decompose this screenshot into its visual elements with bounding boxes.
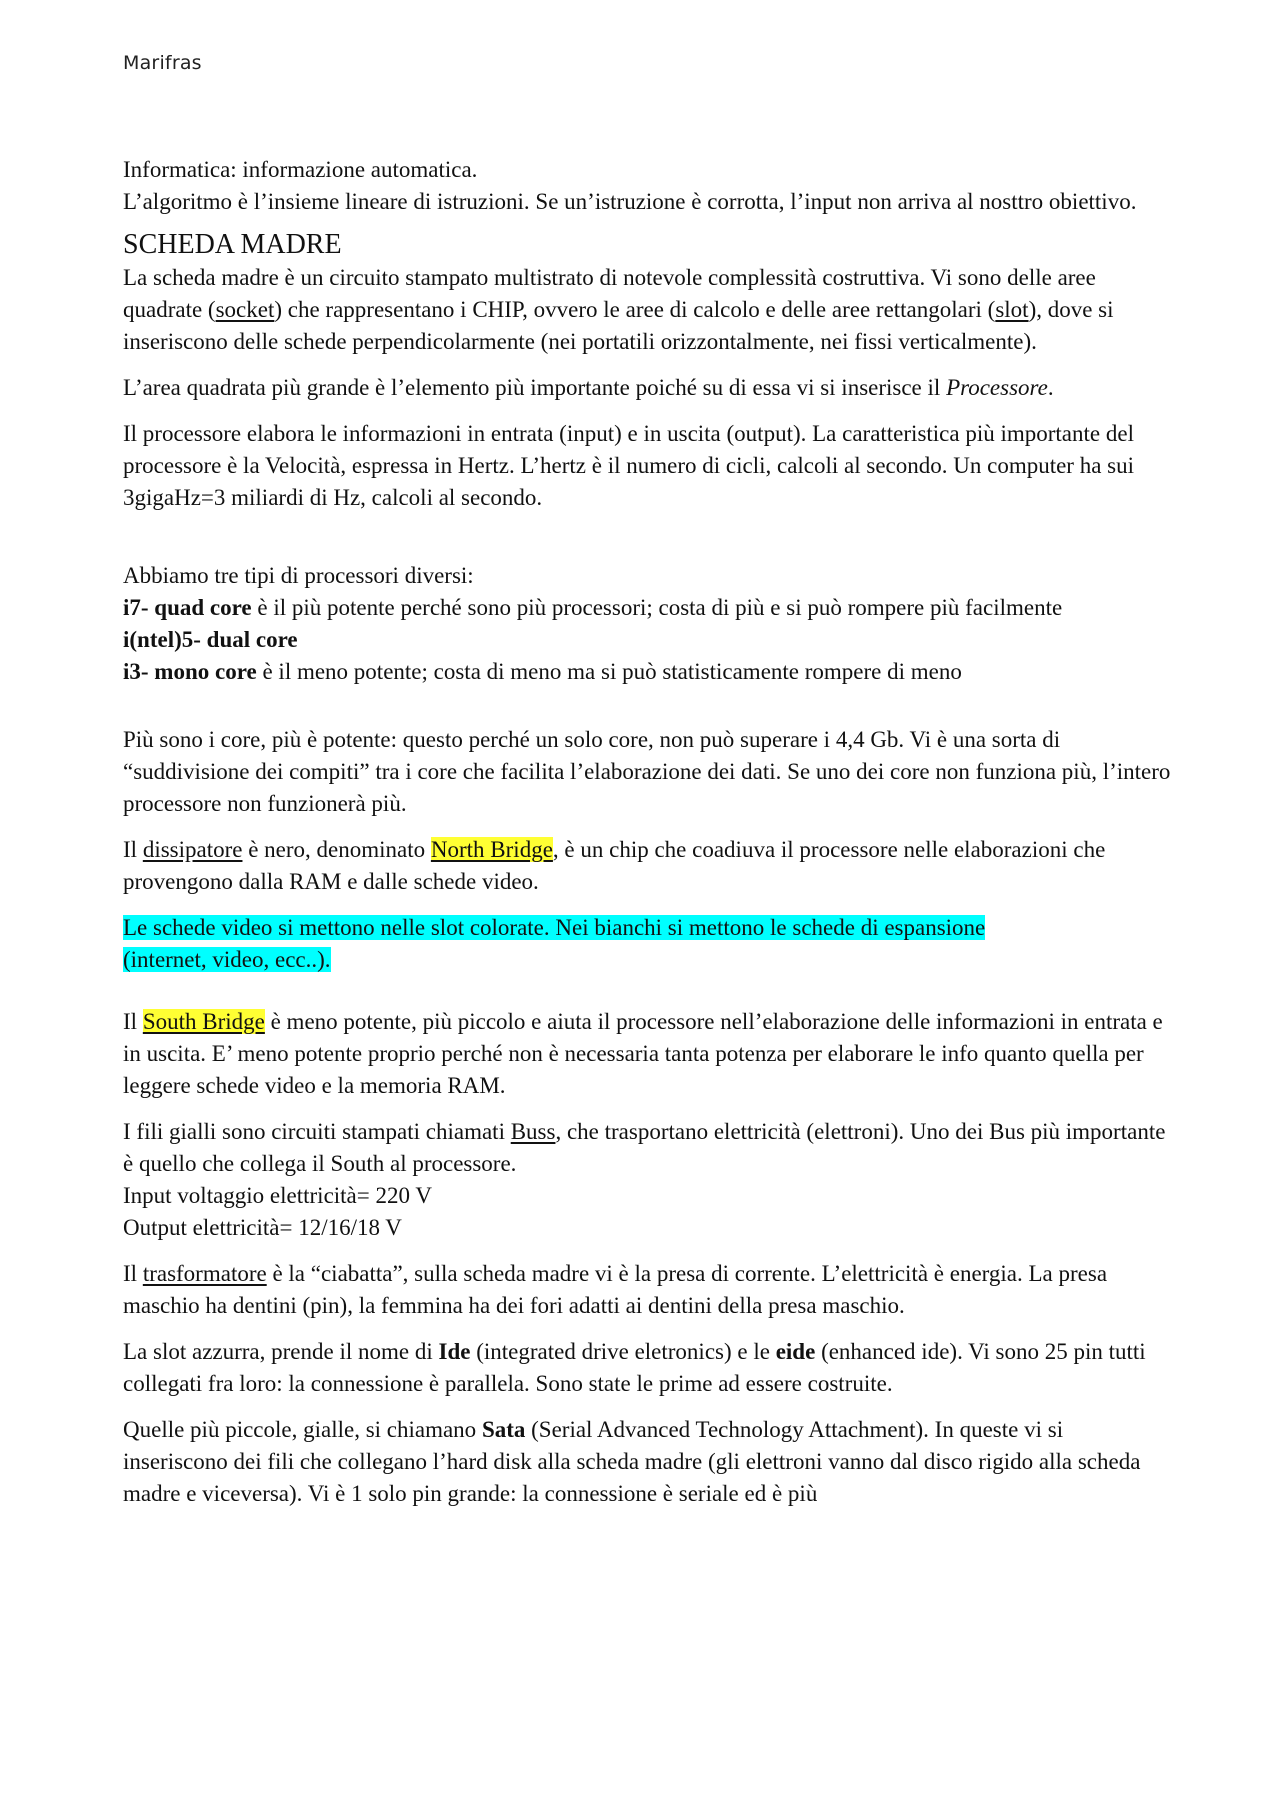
paragraph-ide (123, 1336, 1173, 1400)
paragraph-buss (123, 1116, 1173, 1244)
processor-i7-label: i7- quad core (123, 595, 252, 620)
buss-text-1: I fili gialli sono circuiti stampati chiamati (123, 1119, 511, 1144)
north-text-3: , è un chip che coadiuva il processore nelle elaborazioni che provengono dalla RAM e dalle schede video. (123, 837, 1106, 894)
buss-text-2: , che trasportano elettricità (elettroni). Uno dei Bus più importante è quello che collega il South al processore. (123, 1119, 1166, 1176)
area-text-1: L’area quadrata più grande è l’elemento più importante poiché su di essa vi si inserisce il (123, 375, 947, 400)
paragraph-south-bridge (123, 1006, 1173, 1102)
term-dissipatore: dissipatore (142, 837, 243, 862)
term-north-bridge: North Bridge (430, 837, 553, 862)
buss-output-voltage: Output elettricità= 12/16/18 V (123, 1215, 402, 1240)
processor-i3-text: è il meno potente; costa di meno ma si può statisticamente rompere di meno (256, 659, 962, 684)
term-ide: Ide (438, 1339, 471, 1364)
scheda-text-1: La scheda madre è un circuito stampato multistrato di notevole complessità costruttiva. Vi sono delle aree quadrate ( (123, 265, 1096, 322)
processor-i7 (123, 592, 1173, 624)
intro-paragraph (123, 154, 1173, 218)
sata-text-2: (Serial Advanced Technology Attachment). In queste vi si inseriscono dei fili che collegano l’hard disk alla scheda madre (gli elettroni vanno dal disco rigido alla scheda madre e viceversa). Vi è 1 solo pin grande: la connessione è seriale ed è più (123, 1417, 1141, 1506)
trasformatore-text-2: è la “ciabatta”, sulla scheda madre vi è la presa di corrente. L’elettricità è energia. La presa maschio ha dentini (pin), la femmina ha dei fori adatti ai dentini della presa maschio. (123, 1261, 1108, 1318)
north-text-2: è nero, denominato (242, 837, 431, 862)
north-text-1: Il (123, 837, 143, 862)
area-text-2: . (1047, 375, 1054, 400)
ide-text-1: La slot azzurra, prende il nome di (123, 1339, 439, 1364)
south-text-1: Il (123, 1009, 143, 1034)
intro-line-2: L’algoritmo è l’insieme lineare di istruzioni. Se un’istruzione è corrotta, l’input non arriva al nosttro obiettivo. (123, 189, 1137, 214)
term-buss: Buss (510, 1119, 556, 1144)
paragraph-core: Più sono i core, più è potente: questo perché un solo core, non può superare i 4,4 Gb. Vi è una sorta di “suddivisione dei compiti” tra i core che facilita l’elaborazione dei dati. Se uno dei core non funziona più, l’intero processore non funzionerà più. (123, 727, 1171, 816)
term-trasformatore: trasformatore (142, 1261, 267, 1286)
buss-input-voltage: Input voltaggio elettricità= 220 V (123, 1183, 432, 1208)
ide-text-3: (enhanced ide). Vi sono 25 pin tutti collegati fra loro: la connessione è parallela. Sono state le prime ad essere costruite. (123, 1339, 1146, 1396)
paragraph-processor-types (123, 560, 1173, 688)
processors-intro: Abbiamo tre tipi di processori diversi: (123, 563, 474, 588)
page-header-author: Marifras (123, 52, 202, 74)
scheda-text-2: ) che rappresentano i CHIP, ovvero le aree di calcolo e delle aree rettangolari ( (274, 297, 996, 322)
paragraph-area-quadrata (123, 372, 1173, 404)
processor-i3-label: i3- mono core (123, 659, 257, 684)
term-socket: socket (215, 297, 275, 322)
south-text-2: è meno potente, più piccolo e aiuta il processore nell’elaborazione delle informazioni in entrata e in uscita. E’ meno potente proprio perché non è necessaria tanta potenza per elaborare le info quanto quella per leggere schede video e la memoria RAM. (123, 1009, 1163, 1098)
paragraph-processore: Il processore elabora le informazioni in entrata (input) e in uscita (output). La caratteristica più importante del processore è la Velocità, espressa in Hertz. L’hertz è il numero di cicli, calcoli al secondo. Un computer ha sui 3gigaHz=3 miliardi di Hz, calcoli al secondo. (123, 421, 1135, 510)
processor-i3 (123, 656, 1173, 688)
document-body (123, 154, 1173, 1510)
paragraph-scheda-madre (123, 262, 1173, 358)
section-title: SCHEDA MADRE (123, 229, 342, 260)
paragraph-trasformatore (123, 1258, 1173, 1322)
schede-video-line-2: (internet, video, ecc..). (123, 947, 331, 972)
sata-text-1: Quelle più piccole, gialle, si chiamano (123, 1417, 482, 1442)
paragraph-sata (123, 1414, 1173, 1510)
scheda-text-3: ), dove si inseriscono delle schede perpendicolarmente (nei portatili orizzontalmente, nei fissi verticalmente). (123, 297, 1114, 354)
paragraph-schede-video (123, 912, 1173, 976)
term-slot: slot (995, 297, 1029, 322)
term-south-bridge: South Bridge (142, 1009, 265, 1034)
trasformatore-text-1: Il (123, 1261, 143, 1286)
paragraph-north-bridge (123, 834, 1173, 898)
term-sata: Sata (481, 1417, 526, 1442)
ide-text-2: (integrated drive eletronics) e le (470, 1339, 776, 1364)
intro-line-1: Informatica: informazione automatica. (123, 157, 478, 182)
term-processore: Processore (946, 375, 1048, 400)
schede-video-line-1: Le schede video si mettono nelle slot colorate. Nei bianchi si mettono le schede di espansione (123, 915, 986, 940)
processor-i5-label: i(ntel)5- dual core (123, 627, 298, 652)
term-eide: eide (775, 1339, 816, 1364)
processor-i7-text: è il più potente perché sono più processori; costa di più e si può rompere più facilmente (251, 595, 1063, 620)
